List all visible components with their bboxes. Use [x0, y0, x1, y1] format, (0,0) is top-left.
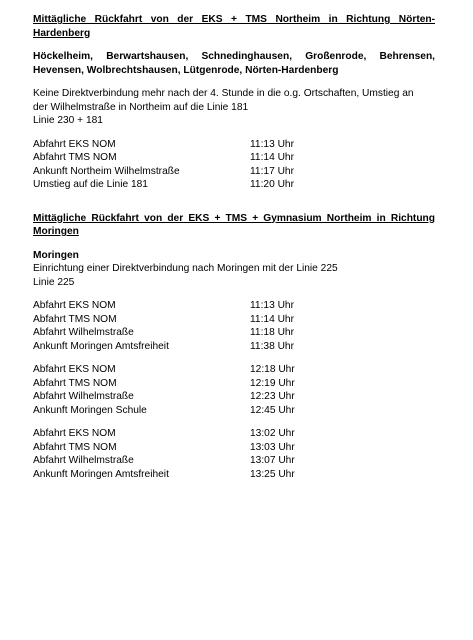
stop-time: 13:07 Uhr: [250, 455, 295, 466]
stop-time: 11:38 Uhr: [250, 340, 294, 352]
schedule-row: [33, 326, 435, 340]
stop-time: 13:03 Uhr: [250, 441, 295, 453]
stop-label: Ankunft Moringen Amtsfreiheit: [33, 468, 169, 480]
stop-label: Ankunft Moringen Schule: [33, 404, 147, 416]
stop-label: Abfahrt EKS NOM: [33, 428, 116, 439]
stop-label: Abfahrt Wilhelmstraße: [33, 391, 134, 402]
stop-label: Abfahrt TMS NOM: [33, 152, 117, 163]
schedule-row: [33, 468, 435, 482]
stop-label: Abfahrt Wilhelmstraße: [33, 455, 134, 466]
stop-time: 13:02 Uhr: [250, 428, 295, 439]
schedule-row: [33, 138, 435, 152]
section1-schedule: [33, 138, 435, 192]
section2-schedule-block-1: [33, 299, 435, 353]
stop-time: 12:45 Uhr: [250, 404, 295, 416]
stop-label: Abfahrt EKS NOM: [33, 300, 116, 311]
stop-label: Ankunft Northeim Wilhelmstraße: [33, 165, 180, 177]
section2-note: Einrichtung einer Direktverbindung nach Moringen mit der Linie 225: [33, 263, 338, 274]
section1-heading: Mittägliche Rückfahrt von der EKS + TMS Northeim in Richtung Nörten-Hardenberg: [33, 14, 435, 39]
stop-time: 11:18 Uhr: [250, 327, 294, 338]
schedule-row: [33, 340, 435, 354]
section1-note-line1: Keine Direktverbindung mehr nach der 4. Stunde in die o.g. Ortschaften, Umstieg an: [33, 88, 414, 99]
stop-label: Ankunft Moringen Amtsfreiheit: [33, 340, 169, 352]
section1-lines: Linie 230 + 181: [33, 115, 103, 126]
stop-time: 11:13 Uhr: [250, 300, 294, 311]
schedule-row: [33, 165, 435, 179]
schedule-row: [33, 427, 435, 441]
stop-time: 11:13 Uhr: [250, 138, 294, 150]
schedule-row: [33, 377, 435, 391]
stop-time: 11:20 Uhr: [250, 179, 294, 190]
schedule-row: [33, 178, 435, 192]
schedule-row: [33, 299, 435, 313]
stop-label: Abfahrt Wilhelmstraße: [33, 327, 134, 338]
stop-time: 12:18 Uhr: [250, 364, 295, 375]
stop-time: 11:17 Uhr: [250, 165, 294, 177]
section1-note-line2: der Wilhelmstraße in Northeim auf die Linie 181: [33, 101, 249, 113]
schedule-row: [33, 454, 435, 468]
stop-time: 12:23 Uhr: [250, 391, 295, 402]
section2-schedule-block-2: [33, 363, 435, 417]
stop-label: Abfahrt TMS NOM: [33, 313, 117, 325]
stop-label: Abfahrt EKS NOM: [33, 138, 116, 150]
schedule-row: [33, 313, 435, 327]
section2-destination: Moringen: [33, 249, 79, 261]
stop-label: Abfahrt TMS NOM: [33, 441, 117, 453]
stop-time: 11:14 Uhr: [250, 152, 294, 163]
schedule-row: [33, 390, 435, 404]
section2-schedule-block-3: [33, 427, 435, 481]
schedule-row: [33, 363, 435, 377]
stop-time: 13:25 Uhr: [250, 468, 295, 480]
section2-line: Linie 225: [33, 276, 75, 288]
schedule-row: [33, 404, 435, 418]
stop-label: Abfahrt TMS NOM: [33, 377, 117, 389]
stop-label: Abfahrt EKS NOM: [33, 364, 116, 375]
stop-time: 12:19 Uhr: [250, 377, 295, 389]
schedule-row: [33, 151, 435, 165]
stop-time: 11:14 Uhr: [250, 313, 294, 325]
schedule-row: [33, 441, 435, 455]
stop-label: Umstieg auf die Linie 181: [33, 179, 148, 190]
section1-places: Höckelheim, Berwartshausen, Schnedinghausen, Großenrode, Behrensen, Hevensen, Wolbrechtshausen, Lütgenrode, Nörten-Hardenberg: [33, 51, 435, 76]
section2-heading: Mittägliche Rückfahrt von der EKS + TMS + Gymnasium Northeim in Richtung Moringen: [33, 212, 435, 237]
